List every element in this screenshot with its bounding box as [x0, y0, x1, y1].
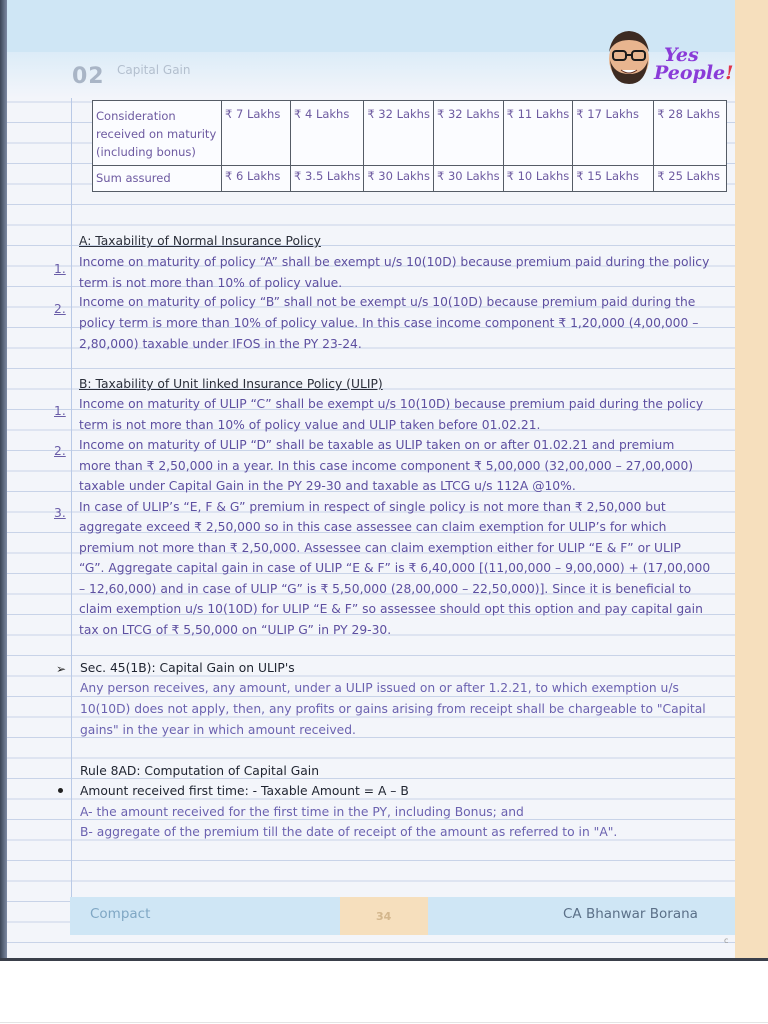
table-cell: ₹ 7 Lakhs: [222, 101, 291, 166]
table-cell: ₹ 11 Lakhs: [503, 101, 573, 166]
presenter-face-icon: [604, 26, 654, 86]
section-a-item-1-line-1: Income on maturity of policy “A” shall be exempt u/s 10(10D) because premium paid during the policy: [79, 255, 710, 269]
rule8ad-a: A- the amount received for the first time in the PY, including Bonus; and: [80, 805, 524, 819]
page-spine: [0, 0, 7, 960]
rule8ad-title: Rule 8AD: Computation of Capital Gain: [80, 764, 320, 778]
row-label: Sum assured: [93, 166, 222, 192]
chapter-number: 02: [72, 64, 105, 89]
section-b-item-3-line: In case of ULIP’s “E, F & G” premium in respect of single policy is not more than ₹ 2,50,000 but: [79, 500, 666, 514]
section-a-item-2-line-1: Income on maturity of policy “B” shall not be exempt u/s 10(10D) because premium paid during the: [79, 295, 696, 309]
margin-line: [71, 98, 72, 898]
section-b-item-3-line: premium not more than ₹ 2,50,000. Assessee can claim exemption either for ULIP “E & F” or ULIP: [79, 541, 681, 555]
policy-table: [92, 100, 727, 192]
item-number: 2.: [54, 302, 66, 316]
section-a-item-1-line-2: term is not more than 10% of policy value.: [79, 276, 343, 290]
table-cell: ₹ 10 Lakhs: [503, 166, 573, 192]
section-b-item-3-line: “G”. Aggregate capital gain in case of ULIP “E & F” is ₹ 6,40,000 [(11,00,000 – 9,00,000) + (17,00,000: [79, 561, 711, 575]
table-cell: ₹ 28 Lakhs: [654, 101, 727, 166]
item-number: 1.: [54, 404, 66, 418]
logo-line-2: People: [654, 62, 726, 84]
table-cell: ₹ 30 Lakhs: [433, 166, 503, 192]
section-b-item-1-line: term is not more than 10% of policy value and ULIP taken before 01.02.21.: [79, 418, 541, 432]
table-cell: ₹ 25 Lakhs: [654, 166, 727, 192]
logo-wordmark: [654, 46, 733, 82]
footer-author: CA Bhanwar Borana: [563, 906, 698, 922]
rule8ad-b: B- aggregate of the premium till the date of receipt of the amount as referred to in "A".: [80, 825, 618, 839]
scan-background: [0, 961, 768, 1024]
right-margin-strip: [735, 0, 768, 960]
table-cell: ₹ 4 Lakhs: [291, 101, 364, 166]
section-b-item-3-line: aggregate exceed ₹ 2,50,000 so in this case assessee can claim exemption for ULIP’s for which: [79, 520, 667, 534]
section-b-item-3-line: claim exemption u/s 10(10D) for ULIP “E & F” so assessee should opt this option and pay capital gain: [79, 602, 703, 616]
arrow-bullet-icon: ➢: [56, 662, 67, 676]
section-b-item-2-line: more than ₹ 2,50,000 in a year. In this case income component ₹ 5,00,000 (32,00,000 – 27,00,000): [79, 459, 694, 473]
sec45-line: 10(10D) does not apply, then, any profits or gains arising from receipt shall be chargeable to "Capital: [80, 702, 706, 716]
section-b-item-1-line: Income on maturity of ULIP “C” shall be exempt u/s 10(10D) because premium paid during the policy: [79, 397, 704, 411]
page-number: 34: [376, 910, 392, 923]
section-b-heading: B: Taxability of Unit linked Insurance Policy (ULIP): [79, 377, 383, 391]
brand-logo: [598, 22, 734, 94]
table-cell: ₹ 3.5 Lakhs: [291, 166, 364, 192]
section-a-item-2-line-3: 2,80,000) taxable under IFOS in the PY 23-24.: [79, 337, 362, 351]
table-cell: ₹ 30 Lakhs: [364, 166, 434, 192]
item-number: 2.: [54, 444, 66, 458]
logo-line-1: Yes: [664, 44, 699, 66]
section-b-item-2-line: taxable under Capital Gain in the PY 29-30 and taxable as LTCG u/s 112A @10%.: [79, 479, 576, 493]
corner-mark: c: [724, 936, 729, 945]
footer-book-title: Compact: [90, 906, 151, 922]
chapter-title: Capital Gain: [117, 63, 191, 77]
section-b-item-3-line: – 12,60,000) and in case of ULIP “G” is ₹ 5,50,000 (28,00,000 – 22,50,000)]. Since it is beneficial to: [79, 582, 692, 596]
section-b-item-2-line: Income on maturity of ULIP “D” shall be taxable as ULIP taken on or after 01.02.21 and premium: [79, 438, 675, 452]
logo-bang: !: [725, 62, 734, 84]
item-number: 1.: [54, 262, 66, 276]
table-cell: ₹ 6 Lakhs: [222, 166, 291, 192]
section-a-item-2-line-2: policy term is more than 10% of policy value. In this case income component ₹ 1,20,000 (4,00,000 –: [79, 316, 699, 330]
row-label: Consideration received on maturity (including bonus): [93, 101, 222, 166]
sec45-line: Any person receives, any amount, under a ULIP issued on or after 1.2.21, to which exemption u/s: [80, 681, 679, 695]
table-cell: ₹ 17 Lakhs: [573, 101, 654, 166]
table-row: [93, 101, 727, 166]
table-cell: ₹ 32 Lakhs: [364, 101, 434, 166]
table-cell: ₹ 15 Lakhs: [573, 166, 654, 192]
sec45-line: gains" in the year in which amount received.: [80, 723, 356, 737]
sec45-title: Sec. 45(1B): Capital Gain on ULIP's: [80, 661, 295, 675]
rule8ad-bullet: Amount received first time: - Taxable Amount = A – B: [80, 784, 409, 798]
section-a-heading: A: Taxability of Normal Insurance Policy: [79, 234, 321, 248]
section-b-item-3-line: tax on LTCG of ₹ 5,50,000 on “ULIP G” in PY 29-30.: [79, 623, 392, 637]
table-cell: ₹ 32 Lakhs: [433, 101, 503, 166]
dot-bullet-icon: [58, 788, 63, 793]
item-number: 3.: [54, 506, 66, 520]
table-row: [93, 166, 727, 192]
